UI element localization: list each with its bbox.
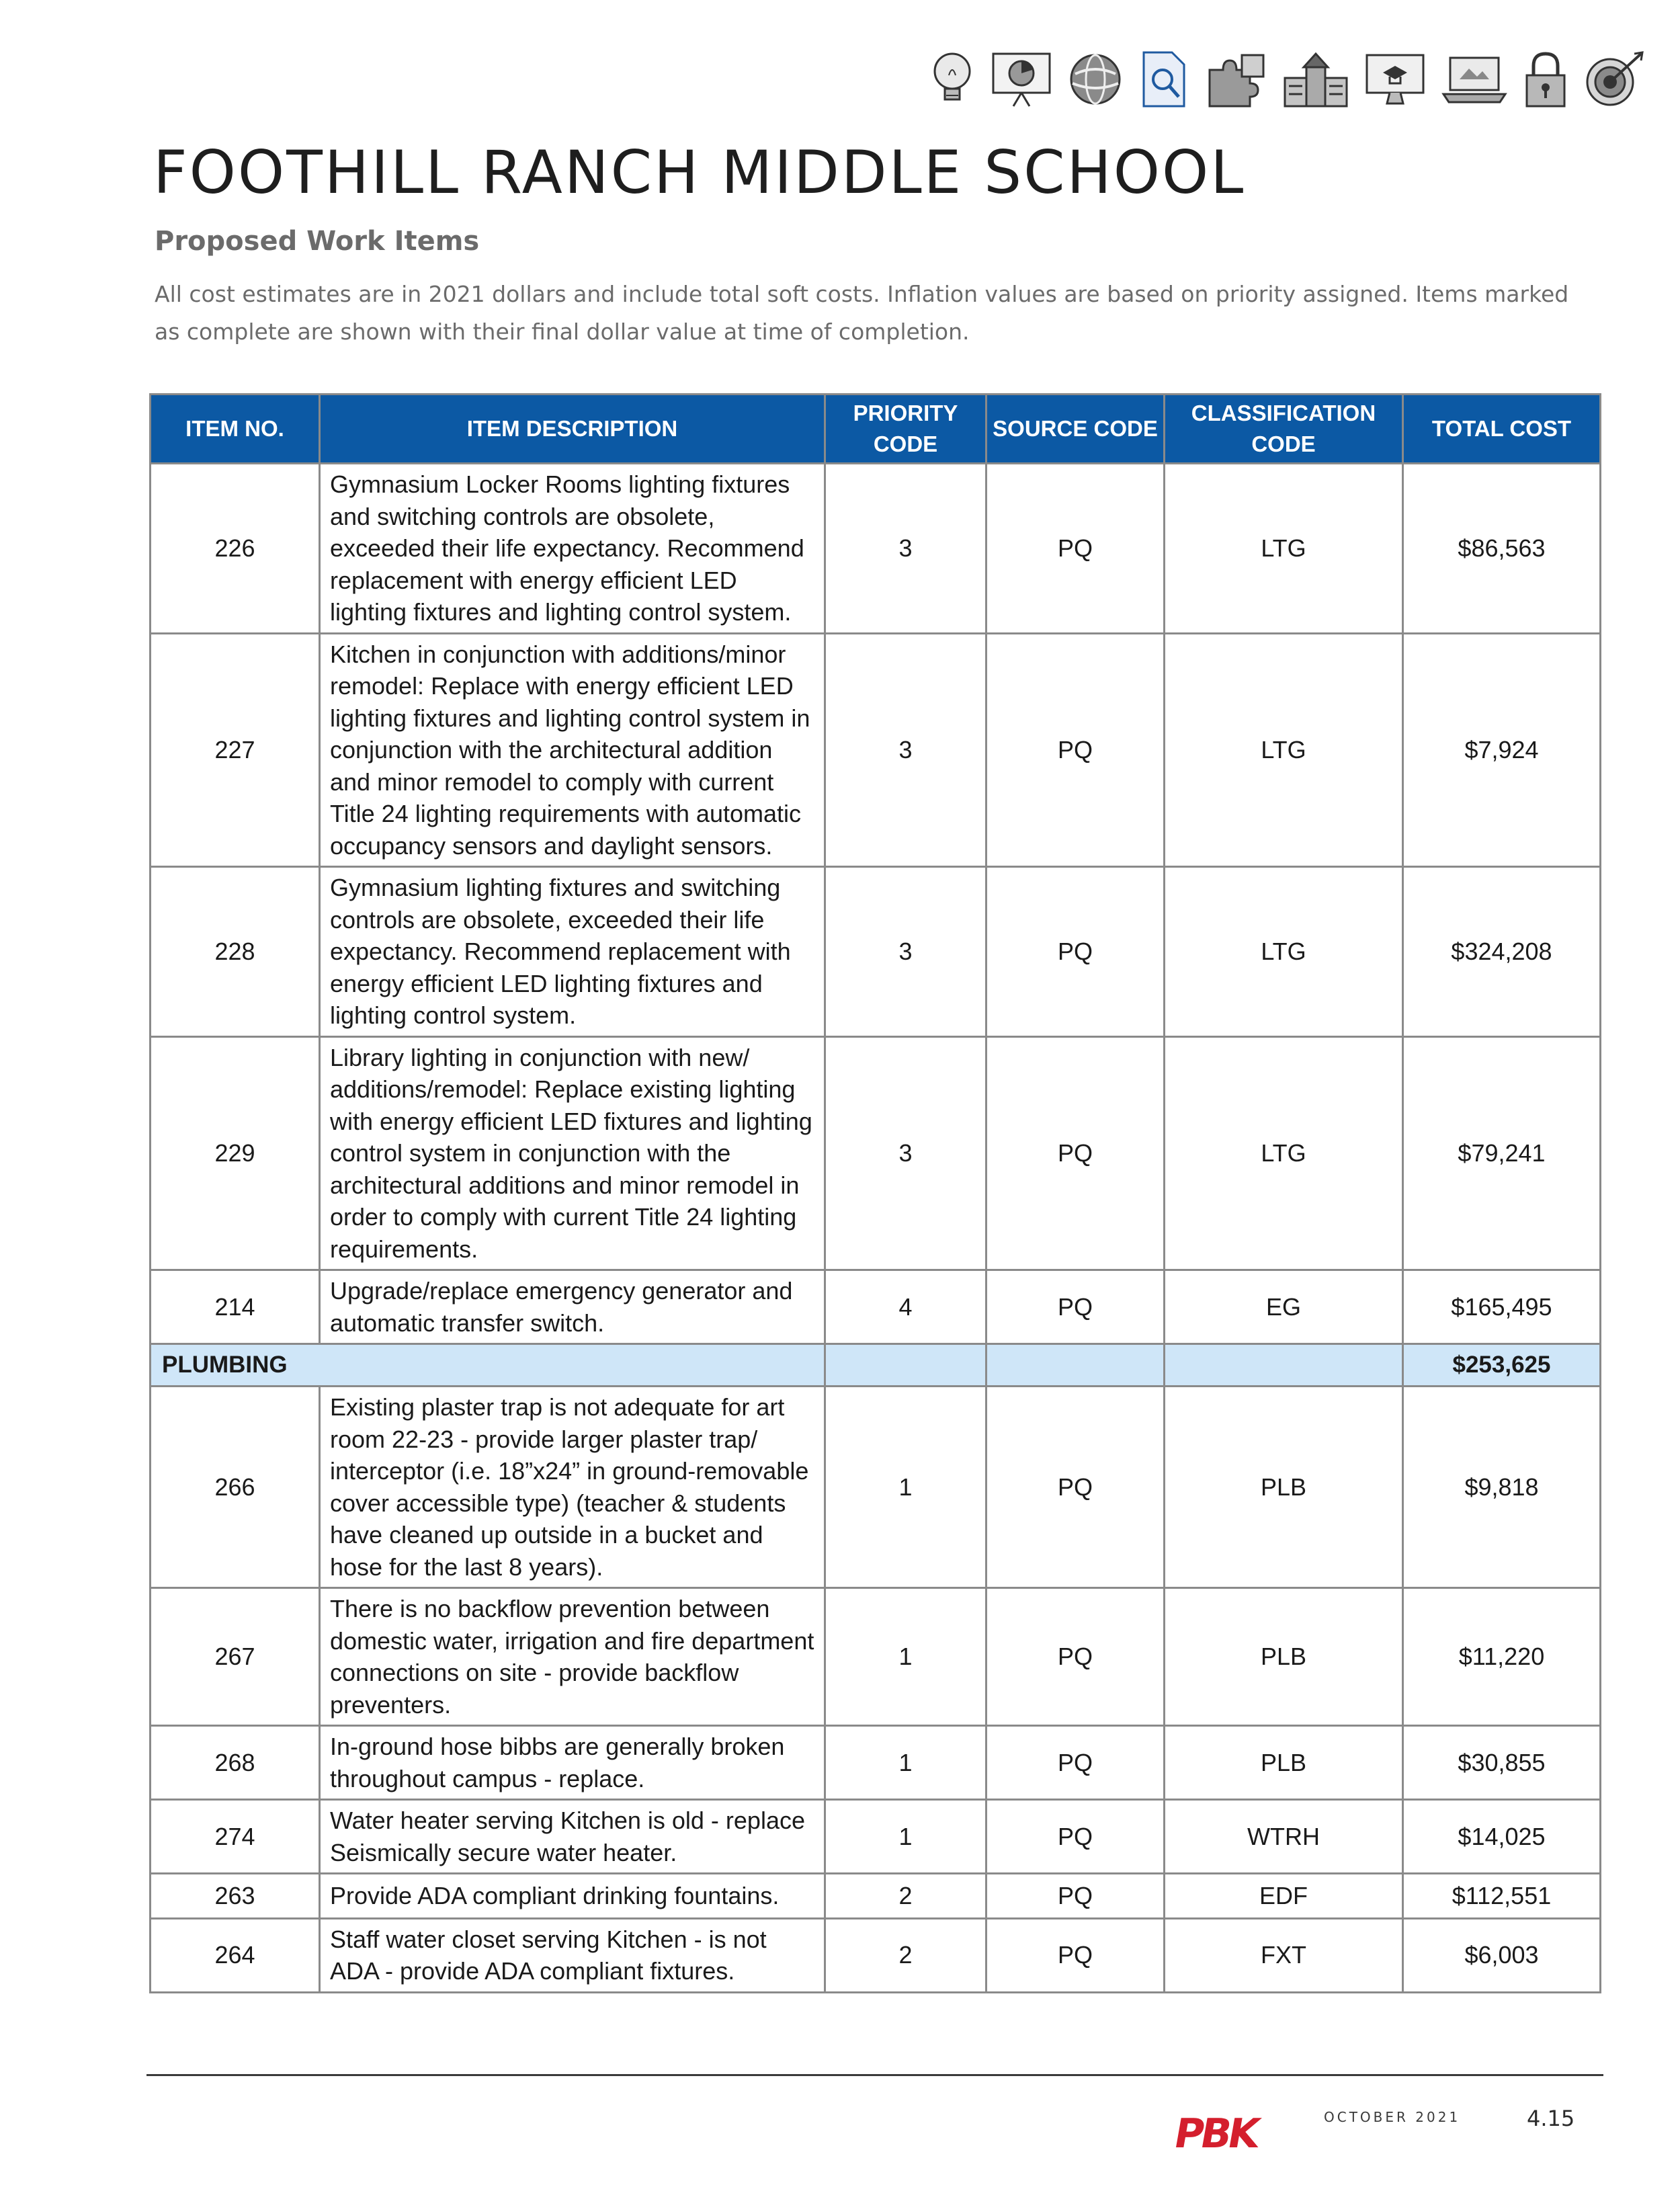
source-code: PQ bbox=[986, 1270, 1165, 1344]
priority-code: 1 bbox=[825, 1800, 986, 1874]
total-cost: $165,495 bbox=[1403, 1270, 1601, 1344]
table-header-row bbox=[151, 395, 1601, 464]
category-empty-cell bbox=[986, 1344, 1165, 1387]
presentation-chart-icon bbox=[989, 50, 1054, 109]
school-building-icon bbox=[1281, 48, 1351, 110]
source-code: PQ bbox=[986, 633, 1165, 867]
laptop-icon bbox=[1439, 52, 1509, 106]
lightbulb-icon bbox=[927, 48, 977, 110]
item-number: 214 bbox=[151, 1270, 320, 1344]
header-icon-strip bbox=[927, 48, 1646, 110]
priority-code: 1 bbox=[825, 1588, 986, 1726]
source-code: PQ bbox=[986, 1036, 1165, 1270]
classification-code: FXT bbox=[1165, 1918, 1403, 1992]
page-title: FOOTHILL RANCH MIDDLE SCHOOL bbox=[153, 138, 1246, 207]
page-number: 4.15 bbox=[1527, 2106, 1575, 2131]
item-number: 264 bbox=[151, 1918, 320, 1992]
header-item-no: ITEM NO. bbox=[151, 395, 320, 464]
total-cost: $14,025 bbox=[1403, 1800, 1601, 1874]
table-row bbox=[151, 1387, 1601, 1588]
source-code: PQ bbox=[986, 464, 1165, 634]
category-total: $253,625 bbox=[1403, 1344, 1601, 1387]
table-row bbox=[151, 633, 1601, 867]
item-description: In-ground hose bibbs are generally broken throughout campus - replace. bbox=[320, 1726, 825, 1800]
item-description: Kitchen in conjunction with additions/minor remodel: Replace with energy efficient LED lighting fixtures and lighting control system in conjunction with the architectural addition and minor remodel to comply with current Title 24 lighting requirements with automatic occupancy sensors and daylight sensors. bbox=[320, 633, 825, 867]
item-number: 226 bbox=[151, 464, 320, 634]
priority-code: 2 bbox=[825, 1874, 986, 1919]
priority-code: 1 bbox=[825, 1726, 986, 1800]
category-row-plumbing bbox=[151, 1344, 1601, 1387]
document-magnifier-icon bbox=[1137, 48, 1192, 110]
table-row bbox=[151, 1270, 1601, 1344]
total-cost: $7,924 bbox=[1403, 633, 1601, 867]
work-items-table bbox=[149, 393, 1601, 1993]
item-number: 266 bbox=[151, 1387, 320, 1588]
priority-code: 4 bbox=[825, 1270, 986, 1344]
header-classification: CLASSIFICATION CODE bbox=[1165, 395, 1403, 464]
classification-code: LTG bbox=[1165, 1036, 1403, 1270]
item-description: Gymnasium Locker Rooms lighting fixtures and switching controls are obsolete, exceeded their life expectancy. Recommend replacement with energy efficient LED lighting fixtures and lighting control system. bbox=[320, 464, 825, 634]
table-row bbox=[151, 1874, 1601, 1919]
priority-code: 3 bbox=[825, 633, 986, 867]
table-row bbox=[151, 1036, 1601, 1270]
header-source: SOURCE CODE bbox=[986, 395, 1165, 464]
table-row bbox=[151, 464, 1601, 634]
total-cost: $11,220 bbox=[1403, 1588, 1601, 1726]
footer-date: OCTOBER 2021 bbox=[1324, 2109, 1461, 2125]
target-icon bbox=[1582, 48, 1646, 110]
item-number: 229 bbox=[151, 1036, 320, 1270]
header-description: ITEM DESCRIPTION bbox=[320, 395, 825, 464]
pbk-logo: PBK bbox=[1170, 2110, 1261, 2157]
item-number: 227 bbox=[151, 633, 320, 867]
puzzle-icon bbox=[1204, 50, 1269, 109]
item-description: There is no backflow prevention between domestic water, irrigation and fire department connections on site - provide backflow preventers. bbox=[320, 1588, 825, 1726]
item-number: 228 bbox=[151, 867, 320, 1037]
total-cost: $6,003 bbox=[1403, 1918, 1601, 1992]
source-code: PQ bbox=[986, 1726, 1165, 1800]
total-cost: $79,241 bbox=[1403, 1036, 1601, 1270]
globe-icon bbox=[1066, 50, 1125, 109]
source-code: PQ bbox=[986, 1874, 1165, 1919]
classification-code: LTG bbox=[1165, 633, 1403, 867]
page-subtitle: Proposed Work Items bbox=[155, 226, 480, 257]
classification-code: LTG bbox=[1165, 867, 1403, 1037]
category-name: PLUMBING bbox=[151, 1344, 825, 1387]
priority-code: 3 bbox=[825, 464, 986, 634]
item-number: 267 bbox=[151, 1588, 320, 1726]
item-description: Existing plaster trap is not adequate for art room 22-23 - provide larger plaster trap/ interceptor (i.e. 18”x24” in ground-removable cover accessible type) (teacher & students have cleaned up outside in a bucket and hose for the last 8 years). bbox=[320, 1387, 825, 1588]
total-cost: $9,818 bbox=[1403, 1387, 1601, 1588]
intro-paragraph: All cost estimates are in 2021 dollars and include total soft costs. Inflation values are based on priority assigned. Items marked as complete are shown with their final dollar value at time of completion. bbox=[155, 281, 1569, 345]
priority-code: 3 bbox=[825, 867, 986, 1037]
classification-code: WTRH bbox=[1165, 1800, 1403, 1874]
item-description: Provide ADA compliant drinking fountains. bbox=[320, 1874, 825, 1919]
classification-code: EDF bbox=[1165, 1874, 1403, 1919]
header-priority: PRIORITY CODE bbox=[825, 395, 986, 464]
source-code: PQ bbox=[986, 1800, 1165, 1874]
table-row bbox=[151, 1918, 1601, 1992]
source-code: PQ bbox=[986, 1918, 1165, 1992]
total-cost: $86,563 bbox=[1403, 464, 1601, 634]
source-code: PQ bbox=[986, 1588, 1165, 1726]
monitor-graduation-icon bbox=[1363, 50, 1427, 109]
padlock-icon bbox=[1521, 48, 1570, 110]
priority-code: 3 bbox=[825, 1036, 986, 1270]
classification-code: PLB bbox=[1165, 1588, 1403, 1726]
item-description: Gymnasium lighting fixtures and switching controls are obsolete, exceeded their life expectancy. Recommend replacement with energy efficient LED lighting fixtures and lighting control system. bbox=[320, 867, 825, 1037]
table-row bbox=[151, 1726, 1601, 1800]
total-cost: $30,855 bbox=[1403, 1726, 1601, 1800]
item-number: 263 bbox=[151, 1874, 320, 1919]
item-description: Library lighting in conjunction with new/ additions/remodel: Replace existing lighting with energy efficient LED fixtures and lighting control system in conjunction with the architectural additions and minor remodel in order to comply with current Title 24 lighting requirements. bbox=[320, 1036, 825, 1270]
item-number: 268 bbox=[151, 1726, 320, 1800]
category-empty-cell bbox=[825, 1344, 986, 1387]
classification-code: PLB bbox=[1165, 1726, 1403, 1800]
classification-code: EG bbox=[1165, 1270, 1403, 1344]
source-code: PQ bbox=[986, 1387, 1165, 1588]
table-row bbox=[151, 1800, 1601, 1874]
classification-code: PLB bbox=[1165, 1387, 1403, 1588]
footer-divider bbox=[146, 2074, 1603, 2076]
table-row bbox=[151, 867, 1601, 1037]
item-description: Staff water closet serving Kitchen - is not ADA - provide ADA compliant fixtures. bbox=[320, 1918, 825, 1992]
priority-code: 2 bbox=[825, 1918, 986, 1992]
table-row bbox=[151, 1588, 1601, 1726]
total-cost: $324,208 bbox=[1403, 867, 1601, 1037]
total-cost: $112,551 bbox=[1403, 1874, 1601, 1919]
source-code: PQ bbox=[986, 867, 1165, 1037]
header-total-cost: TOTAL COST bbox=[1403, 395, 1601, 464]
priority-code: 1 bbox=[825, 1387, 986, 1588]
classification-code: LTG bbox=[1165, 464, 1403, 634]
item-number: 274 bbox=[151, 1800, 320, 1874]
item-description: Upgrade/replace emergency generator and automatic transfer switch. bbox=[320, 1270, 825, 1344]
item-description: Water heater serving Kitchen is old - replace Seismically secure water heater. bbox=[320, 1800, 825, 1874]
category-empty-cell bbox=[1165, 1344, 1403, 1387]
